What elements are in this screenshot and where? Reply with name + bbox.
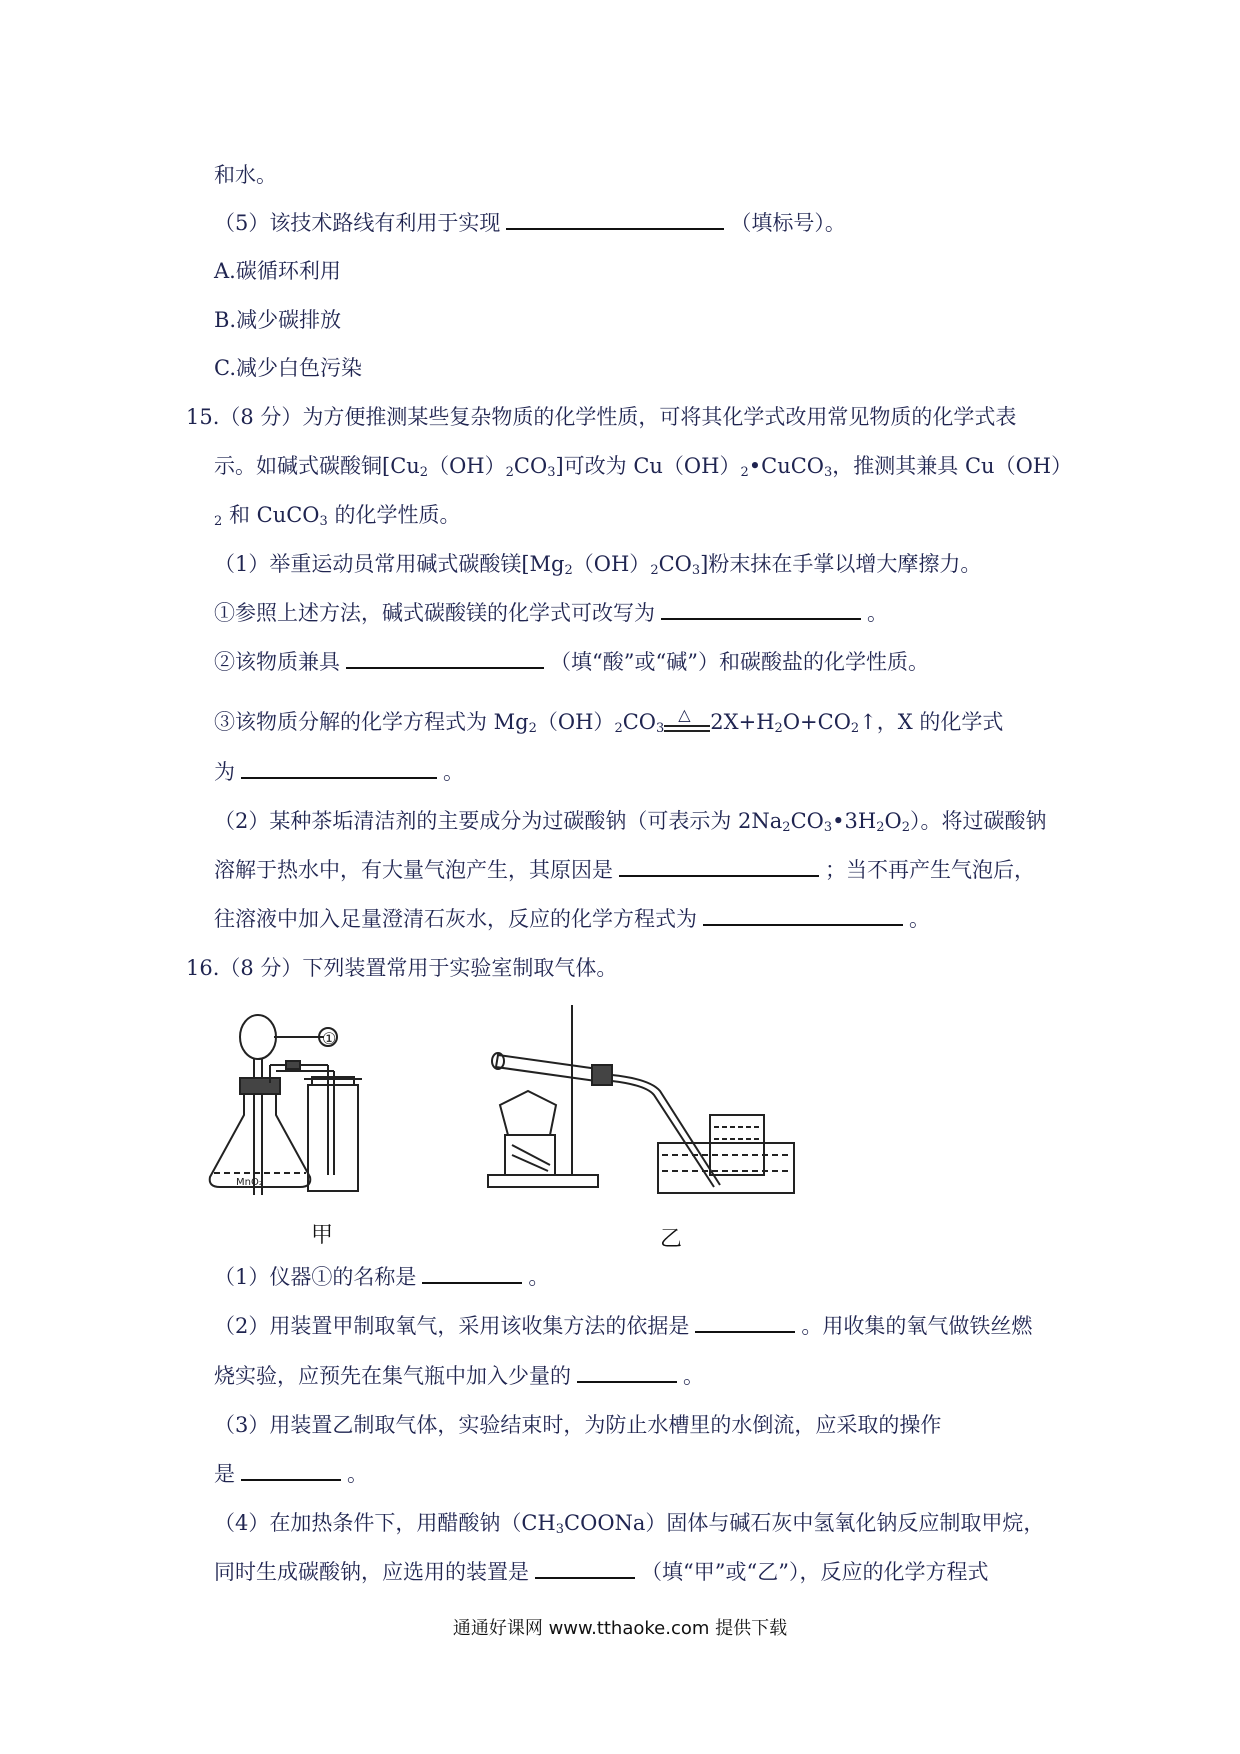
answer-blank[interactable] [422,1264,522,1284]
text-line: 是 。 [214,1462,368,1486]
question-16-title: 16.（8 分）下列装置常用于实验室制取气体。 [186,956,618,980]
text-line: 烧实验，应预先在集气瓶中加入少量的 。 [214,1364,704,1388]
answer-blank[interactable] [241,1461,341,1481]
answer-blank[interactable] [506,210,724,230]
heating-arrow: △ [664,707,710,737]
answer-blank[interactable] [577,1363,677,1383]
answer-blank[interactable] [535,1559,635,1579]
apparatus-figure [200,995,900,1215]
q16-item-2: （2）用装置甲制取氧气，采用该收集方法的依据是 。用收集的氧气做铁丝燃 [214,1314,1033,1338]
label-circle-1: ① [322,1029,337,1048]
caption-jia: 甲 [311,1223,334,1248]
answer-blank[interactable] [661,600,861,620]
q16-item-3: （3）用装置乙制取气体，实验结束时，为防止水槽里的水倒流，应采取的操作 [214,1413,942,1437]
question-5: （5）该技术路线有利用于实现 （填标号）。 [214,211,846,235]
option-c: C.减少白色污染 [214,356,362,380]
answer-blank[interactable] [695,1313,795,1333]
item-1: ①参照上述方法，碱式碳酸镁的化学式可改写为 。 [214,601,888,625]
question-15-title: 15.（8 分）为方便推测某些复杂物质的化学性质，可将其化学式改用常见物质的化学式表 [186,405,1017,429]
text-line: 和水。 [214,163,277,187]
q16-item-4: （4）在加热条件下，用醋酸钠$(CH_3COONa)$固体与碱石灰中氢氧化钠反应制取甲烷， [214,1511,1045,1537]
item-2: ②该物质兼具 （填“酸”或“碱”）和碳酸盐的化学性质。 [214,650,929,674]
q16-item-1: （1）仪器①的名称是 。 [214,1265,550,1289]
answer-blank[interactable] [703,906,903,926]
page-footer: 通通好课网 www.tthaoke.com 提供下载 [452,1618,788,1639]
item-3: ③该物质分解的化学方程式为 $Mg_2(OH)_2CO_3$ △ $2X+H_2O+CO_2↑$，X 的化学式 [214,705,1004,736]
sub-question-2: （2）某种茶垢清洁剂的主要成分为过碳酸钠（可表示为 $2Na_2CO_3•3H_2O_2$）。将过碳酸钠 [214,809,1047,835]
sub-question-1: （1）举重运动员常用碱式碳酸镁$[Mg_2(OH)_2CO_3]$粉末抹在手掌以增大摩擦力。 [214,552,982,578]
text-line: 溶解于热水中，有大量气泡产生，其原因是 ；当不再产生气泡后， [214,858,1035,882]
option-a: A.碳循环利用 [214,259,341,283]
text-line: $_2$ 和 CuCO$_3$ 的化学性质。 [214,503,461,529]
caption-yi: 乙 [660,1227,683,1252]
answer-blank[interactable] [346,649,544,669]
text-line: 往溶液中加入足量澄清石灰水，反应的化学方程式为 。 [214,907,930,931]
apparatus-jia [210,1015,362,1195]
apparatus-yi [488,1005,794,1193]
text-line: 同时生成碳酸钠，应选用的装置是 （填“甲”或“乙”），反应的化学方程式 [214,1560,989,1584]
text-line: 示。如碱式碳酸铜$[Cu_2(OH)_2CO_3]$可改为 $Cu(OH)_2•CuCO_3$，推测其兼具 Cu（OH） [214,454,1073,480]
mno2-label: MnO₂ [236,1177,263,1188]
text-line: 为 。 [214,760,464,784]
answer-blank[interactable] [241,759,437,779]
answer-blank[interactable] [619,857,819,877]
option-b: B.减少碳排放 [214,308,342,332]
